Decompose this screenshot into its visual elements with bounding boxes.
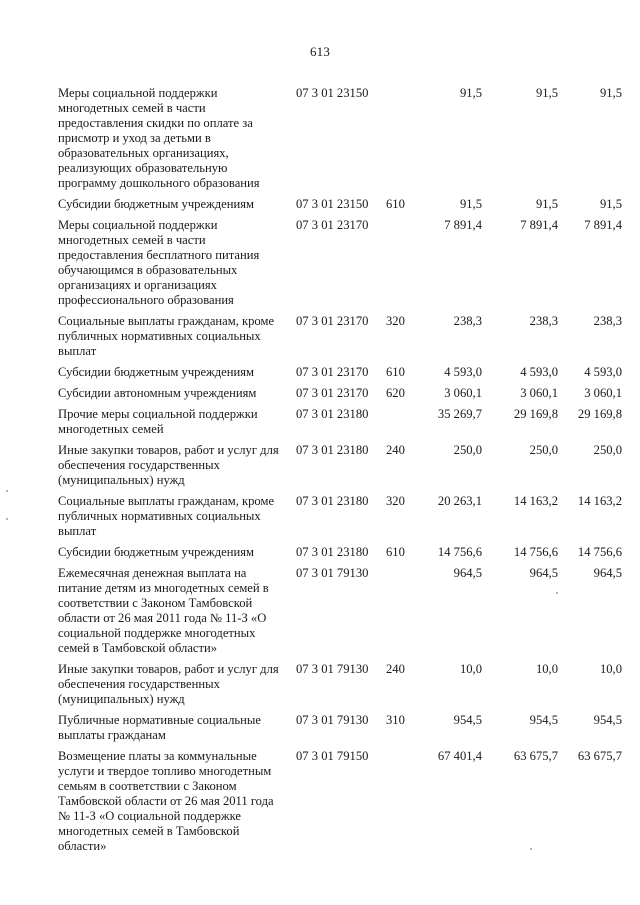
table-row bbox=[58, 365, 622, 380]
table-row bbox=[58, 545, 622, 560]
row-sum-1: 91,5 bbox=[459, 197, 482, 211]
row-sum-1: 91,5 bbox=[459, 86, 482, 100]
row-sum-2: 954,5 bbox=[529, 713, 558, 727]
row-name: Социальные выплаты гражданам, кроме публичных нормативных социальных выплат bbox=[58, 494, 275, 538]
row-expense-type: 610 bbox=[386, 197, 405, 211]
row-sum-3: 250,0 bbox=[593, 443, 622, 457]
row-name: Субсидии бюджетным учреждениям bbox=[58, 197, 254, 211]
row-sum-1: 4 593,0 bbox=[444, 365, 482, 379]
row-sum-2: 14 163,2 bbox=[513, 494, 558, 508]
row-sum-1: 7 891,4 bbox=[444, 218, 482, 232]
row-expense-type: 610 bbox=[386, 365, 405, 379]
row-sum-2: 964,5 bbox=[529, 566, 558, 580]
scan-speck bbox=[6, 490, 8, 492]
row-sum-3: 91,5 bbox=[599, 197, 622, 211]
row-sum-1: 3 060,1 bbox=[444, 386, 482, 400]
row-expense-type: 620 bbox=[386, 386, 405, 400]
row-code: 07 3 01 23170 bbox=[296, 386, 369, 400]
table-row bbox=[58, 749, 622, 854]
row-sum-1: 67 401,4 bbox=[437, 749, 482, 763]
row-sum-1: 35 269,7 bbox=[437, 407, 482, 421]
row-sum-2: 4 593,0 bbox=[520, 365, 558, 379]
table-row bbox=[58, 197, 622, 212]
row-name: Субсидии автономным учреждениям bbox=[58, 386, 257, 400]
row-sum-3: 238,3 bbox=[593, 314, 622, 328]
table-row bbox=[58, 86, 622, 191]
row-code: 07 3 01 23170 bbox=[296, 365, 369, 379]
row-name: Меры социальной поддержки многодетных семей в части предоставления скидки по оплате за присмотр и уход за детьми в образовательных организациях, реализующих образовательную программу дошкольного образования bbox=[58, 86, 260, 190]
row-sum-3: 4 593,0 bbox=[584, 365, 622, 379]
scan-speck bbox=[6, 518, 8, 520]
row-code: 07 3 01 79130 bbox=[296, 713, 369, 727]
row-sum-3: 3 060,1 bbox=[584, 386, 622, 400]
row-sum-2: 29 169,8 bbox=[513, 407, 558, 421]
row-name: Субсидии бюджетным учреждениям bbox=[58, 365, 254, 379]
table-row bbox=[58, 443, 622, 488]
table-row bbox=[58, 386, 622, 401]
row-sum-3: 964,5 bbox=[593, 566, 622, 580]
row-sum-2: 91,5 bbox=[535, 86, 558, 100]
row-expense-type: 320 bbox=[386, 314, 405, 328]
scan-speck bbox=[556, 592, 558, 594]
row-sum-2: 238,3 bbox=[529, 314, 558, 328]
row-sum-2: 14 756,6 bbox=[513, 545, 558, 559]
row-sum-2: 7 891,4 bbox=[520, 218, 558, 232]
row-sum-1: 14 756,6 bbox=[437, 545, 482, 559]
row-expense-type: 310 bbox=[386, 713, 405, 727]
table-row bbox=[58, 494, 622, 539]
row-expense-type: 320 bbox=[386, 494, 405, 508]
table-row bbox=[58, 407, 622, 437]
budget-table bbox=[58, 86, 622, 860]
page-number: 613 bbox=[309, 44, 331, 59]
row-code: 07 3 01 23170 bbox=[296, 314, 369, 328]
table-row bbox=[58, 314, 622, 359]
row-code: 07 3 01 79130 bbox=[296, 662, 369, 676]
row-name: Ежемесячная денежная выплата на питание детям из многодетных семей в соответствии с Законом Тамбовской области от 26 мая 2011 года № 11-З «О социальной поддержке многодетных семей в Тамбовской области» bbox=[58, 566, 269, 655]
row-sum-3: 14 756,6 bbox=[577, 545, 622, 559]
row-sum-3: 63 675,7 bbox=[577, 749, 622, 763]
table-row bbox=[58, 218, 622, 308]
row-sum-1: 10,0 bbox=[459, 662, 482, 676]
row-code: 07 3 01 23150 bbox=[296, 197, 369, 211]
row-code: 07 3 01 23150 bbox=[296, 86, 369, 100]
row-sum-3: 954,5 bbox=[593, 713, 622, 727]
row-code: 07 3 01 23180 bbox=[296, 443, 369, 457]
row-code: 07 3 01 79150 bbox=[296, 749, 369, 763]
table-row bbox=[58, 713, 622, 743]
row-code: 07 3 01 23180 bbox=[296, 545, 369, 559]
row-sum-3: 14 163,2 bbox=[577, 494, 622, 508]
row-sum-2: 10,0 bbox=[535, 662, 558, 676]
row-sum-3: 10,0 bbox=[599, 662, 622, 676]
row-sum-2: 3 060,1 bbox=[520, 386, 558, 400]
row-sum-2: 63 675,7 bbox=[513, 749, 558, 763]
row-name: Публичные нормативные социальные выплаты гражданам bbox=[58, 713, 261, 742]
row-sum-3: 7 891,4 bbox=[584, 218, 622, 232]
row-sum-2: 250,0 bbox=[529, 443, 558, 457]
row-expense-type: 610 bbox=[386, 545, 405, 559]
row-expense-type: 240 bbox=[386, 662, 405, 676]
row-name: Иные закупки товаров, работ и услуг для обеспечения государственных (муниципальных) нужд bbox=[58, 662, 279, 706]
table-row bbox=[58, 662, 622, 707]
row-sum-3: 91,5 bbox=[599, 86, 622, 100]
row-name: Субсидии бюджетным учреждениям bbox=[58, 545, 254, 559]
row-name: Прочие меры социальной поддержки многодетных семей bbox=[58, 407, 258, 436]
row-code: 07 3 01 79130 bbox=[296, 566, 369, 580]
row-sum-1: 250,0 bbox=[453, 443, 482, 457]
row-name: Иные закупки товаров, работ и услуг для обеспечения государственных (муниципальных) нужд bbox=[58, 443, 279, 487]
row-sum-1: 954,5 bbox=[453, 713, 482, 727]
row-code: 07 3 01 23180 bbox=[296, 407, 369, 421]
row-sum-1: 238,3 bbox=[453, 314, 482, 328]
scan-speck bbox=[530, 848, 532, 850]
table-row bbox=[58, 566, 622, 656]
row-sum-1: 964,5 bbox=[453, 566, 482, 580]
row-sum-1: 20 263,1 bbox=[437, 494, 482, 508]
row-name: Меры социальной поддержки многодетных семей в части предоставления бесплатного питания обучающимся в образовательных организациях и организациях профессионального образования bbox=[58, 218, 260, 307]
row-sum-3: 29 169,8 bbox=[577, 407, 622, 421]
row-sum-2: 91,5 bbox=[535, 197, 558, 211]
row-name: Социальные выплаты гражданам, кроме публичных нормативных социальных выплат bbox=[58, 314, 275, 358]
row-code: 07 3 01 23170 bbox=[296, 218, 369, 232]
row-expense-type: 240 bbox=[386, 443, 405, 457]
row-code: 07 3 01 23180 bbox=[296, 494, 369, 508]
row-name: Возмещение платы за коммунальные услуги и твердое топливо многодетным семьям в соответствии с Законом Тамбовской области от 26 мая 2011 года № 11-З «О социальной поддержке многодетных семей в Тамбовской области» bbox=[58, 749, 274, 853]
